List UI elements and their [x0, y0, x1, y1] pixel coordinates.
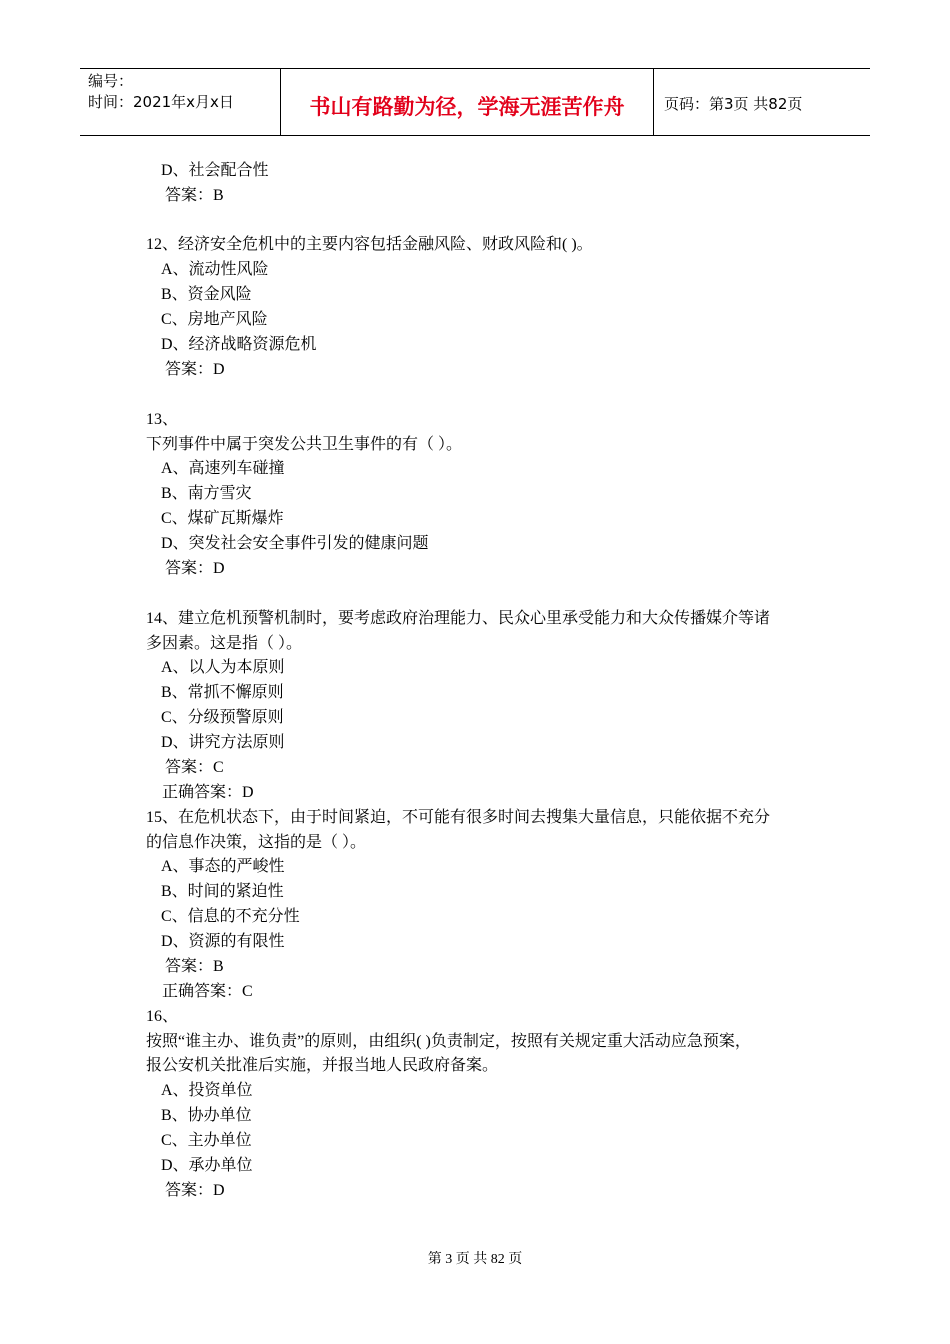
answer-line: 答案：B	[165, 958, 224, 975]
page-footer: 第 3 页 共 82 页	[427, 1252, 523, 1267]
option-line: B、时间的紧迫性	[161, 883, 284, 900]
option-line: B、常抓不懈原则	[161, 684, 284, 701]
answer-line: 答案：D	[165, 361, 225, 378]
question-line: 报公安机关批准后实施，并报当地人民政府备案。	[146, 1057, 499, 1074]
page-info: 页码：第3页 共82页	[664, 95, 803, 113]
option-line: B、资金风险	[161, 286, 252, 303]
option-line: A、事态的严峻性	[161, 858, 285, 875]
option-line: B、南方雪灾	[161, 485, 252, 502]
motto: 书山有路勤为径，学海无涯苦作舟	[309, 95, 625, 119]
option-line: A、流动性风险	[161, 261, 269, 278]
option-line: C、主办单位	[161, 1132, 252, 1149]
header-motto-cell	[281, 69, 654, 135]
option-line: D、讲究方法原则	[161, 734, 285, 751]
page-header	[80, 68, 870, 136]
option-line: D、突发社会安全事件引发的健康问题	[161, 535, 429, 552]
number-label: 编号：	[88, 72, 134, 90]
question-line: 15、在危机状态下，由于时间紧迫，不可能有很多时间去搜集大量信息，只能依据不充分	[146, 809, 771, 826]
header-meta	[80, 69, 281, 135]
question-line: 多因素。这是指（ ）。	[146, 635, 303, 652]
option-line: A、投资单位	[161, 1082, 253, 1099]
question-number: 16、	[146, 1008, 179, 1025]
option-line: B、协办单位	[161, 1107, 252, 1124]
option-line: C、房地产风险	[161, 311, 268, 328]
date-line: 时间：2021年x月x日	[88, 93, 234, 111]
correct-answer-line: 正确答案：C	[162, 983, 253, 1000]
option-line: D、经济战略资源危机	[161, 336, 317, 353]
question-line: 12、经济安全危机中的主要内容包括金融风险、财政风险和( )。	[146, 236, 593, 253]
option-line: A、以人为本原则	[161, 659, 285, 676]
option-line: C、信息的不充分性	[161, 908, 300, 925]
question-line: 按照“谁主办、谁负责”的原则，由组织( )负责制定，按照有关规定重大活动应急预案，	[146, 1033, 751, 1050]
option-line: C、煤矿瓦斯爆炸	[161, 510, 284, 527]
question-line: 14、建立危机预警机制时，要考虑政府治理能力、民众心里承受能力和大众传播媒介等诸	[146, 610, 771, 627]
option-line: D、承办单位	[161, 1157, 253, 1174]
option-line: D、社会配合性	[161, 162, 269, 179]
option-line: D、资源的有限性	[161, 933, 285, 950]
question-line: 下列事件中属于突发公共卫生事件的有（ ）。	[146, 436, 463, 453]
answer-line: 答案：B	[165, 187, 224, 204]
correct-answer-line: 正确答案：D	[162, 784, 254, 801]
question-line: 的信息作决策，这指的是（ ）。	[146, 834, 367, 851]
option-line: A、高速列车碰撞	[161, 460, 285, 477]
option-line: C、分级预警原则	[161, 709, 284, 726]
answer-line: 答案：D	[165, 1182, 225, 1199]
answer-line: 答案：D	[165, 560, 225, 577]
answer-line: 答案：C	[165, 759, 224, 776]
question-number: 13、	[146, 411, 179, 428]
